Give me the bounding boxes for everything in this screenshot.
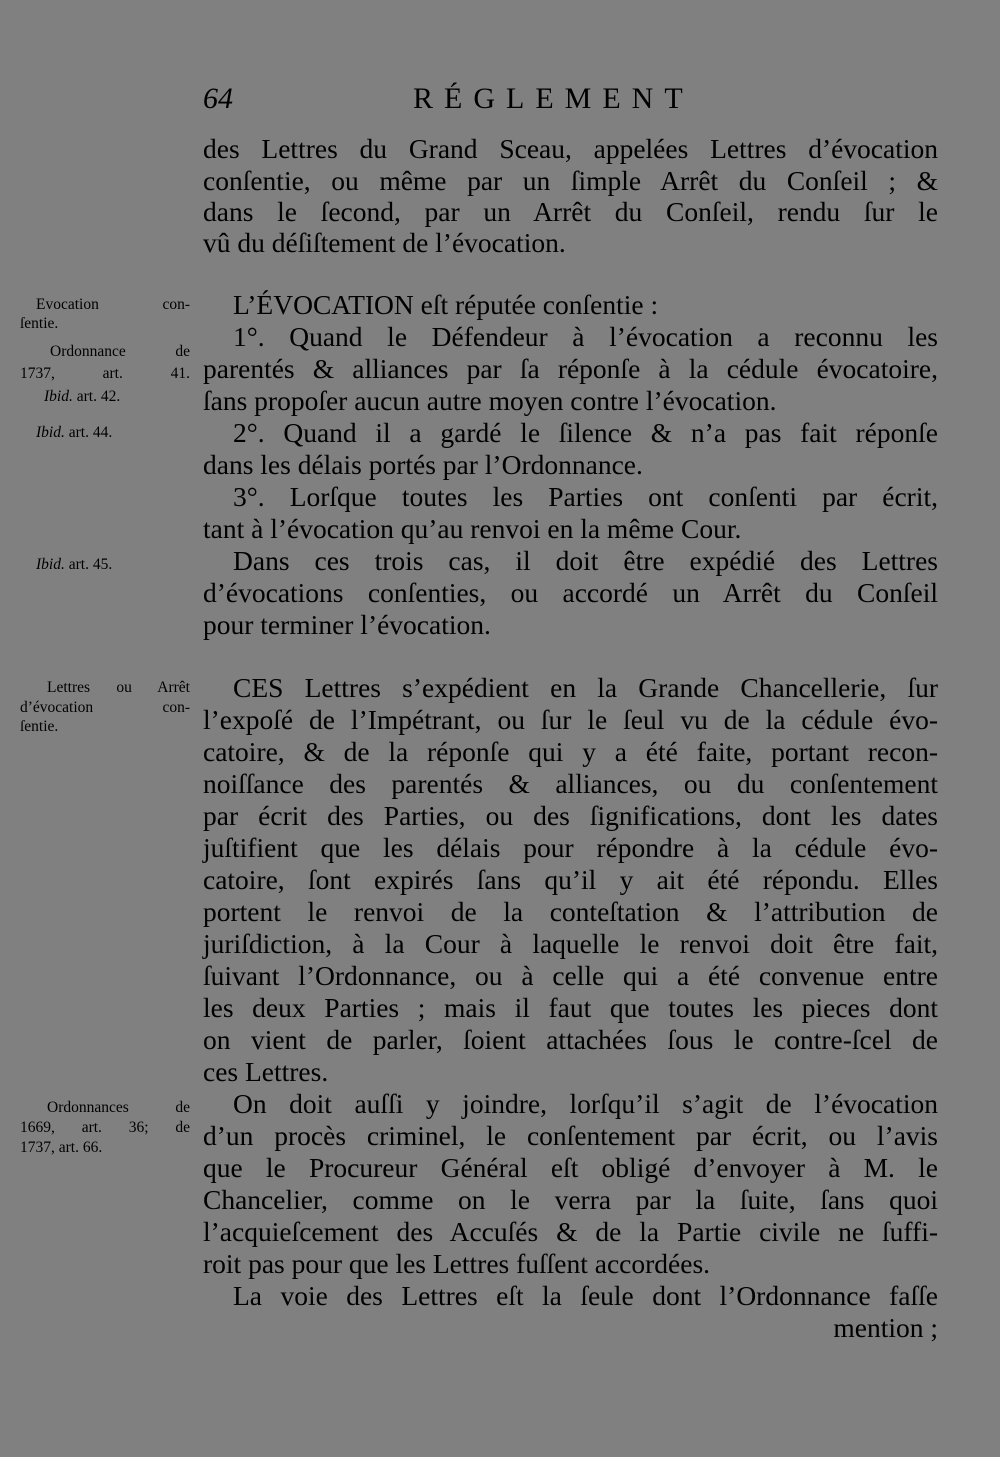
text-line: ſans propoſer aucun autre moyen contre l’évocation. <box>203 385 777 416</box>
text-line: dans le ſecond, par un Arrêt du Conſeil, rendu ſur le <box>203 196 938 227</box>
text-line: dans les délais portés par l’Ordonnance. <box>203 449 643 480</box>
text-line: noiſſance des parentés & alliances, ou du conſentement <box>203 768 938 799</box>
text-line: catoire, ſont expirés ſans qu’il y ait été répondu. Elles <box>203 864 938 895</box>
margin-note <box>36 424 176 441</box>
text-line: Chancelier, comme on le verra par la ſuite, ſans quoi <box>203 1184 938 1215</box>
text-line: l’expoſé de l’Impétrant, ou ſur le ſeul vu de la cédule évo- <box>203 704 938 735</box>
text-line: les deux Parties ; mais il faut que toutes les pieces dont <box>203 992 938 1023</box>
text-line: tant à l’évocation qu’au renvoi en la même Cour. <box>203 513 742 544</box>
text-line: 3°. Lorſque toutes les Parties ont conſenti par écrit, <box>233 481 938 512</box>
margin-note: ſentie. <box>20 718 59 735</box>
text-line: juſtifient que les délais pour répondre à la cédule évo- <box>203 832 938 863</box>
text-line: des Lettres du Grand Sceau, appelées Lettres d’évocation <box>203 133 938 164</box>
margin-note: Lettres ou Arrêt <box>47 679 190 696</box>
catchword: mention ; <box>833 1312 938 1343</box>
margin-note: ſentie. <box>20 315 59 332</box>
text-line: CES Lettres s’expédient en la Grande Chancellerie, ſur <box>233 672 938 703</box>
running-header <box>203 82 938 118</box>
text-line: on vient de parler, ſoient attachées ſous le contre-ſcel de <box>203 1024 938 1055</box>
margin-note: 1737, art. 41. <box>20 365 190 382</box>
text-line: par écrit des Parties, ou des ſignifications, dont les dates <box>203 800 938 831</box>
text-line: 2°. Quand il a gardé le ſilence & n’a pas fait réponſe <box>233 417 938 448</box>
page-number: 64 <box>203 82 233 115</box>
text-line: portent le renvoi de la conteſtation & l’attribution de <box>203 896 938 927</box>
text-line: juriſdiction, à la Cour à laquelle le renvoi doit être fait, <box>203 928 938 959</box>
text-line: conſentie, ou même par un ſimple Arrêt du Conſeil ; & <box>203 165 938 196</box>
margin-note: Evocation con- <box>36 296 190 313</box>
margin-note <box>44 388 174 405</box>
margin-note <box>36 556 176 573</box>
margin-note: 1737, art. 66. <box>20 1139 103 1156</box>
text-line: d’un procès criminel, le conſentement par écrit, ou l’avis <box>203 1120 938 1151</box>
text-line: On doit auſſi y joindre, lorſqu’il s’agit de l’évocation <box>233 1088 938 1119</box>
text-line: Dans ces trois cas, il doit être expédié des Lettres <box>233 545 938 576</box>
article-ref: art. 42. <box>76 388 121 405</box>
article-ref: art. 44. <box>68 424 113 441</box>
text-line: d’évocations conſenties, ou accordé un Arrêt du Conſeil <box>203 577 938 608</box>
margin-note: Ordonnance de <box>50 343 190 360</box>
text-line: catoire, & de la réponſe qui y a été faite, portant recon- <box>203 736 938 767</box>
running-title: RÉGLEMENT <box>413 82 694 115</box>
text-line: ſuivant l’Ordonnance, ou à celle qui a été convenue entre <box>203 960 938 991</box>
ibid-label: Ibid. <box>36 424 65 441</box>
text-line: ces Lettres. <box>203 1056 329 1087</box>
text-line: que le Procureur Général eſt obligé d’envoyer à M. le <box>203 1152 938 1183</box>
ibid-label: Ibid. <box>44 388 73 405</box>
margin-note: 1669, art. 36; de <box>20 1119 190 1136</box>
article-ref: art. 45. <box>68 556 113 573</box>
text-line: parentés & alliances par ſa réponſe à la cédule évocatoire, <box>203 353 938 384</box>
text-line: l’acquieſcement des Accuſés & de la Partie civile ne ſuffi- <box>203 1216 938 1247</box>
text-line: vû du déſiſtement de l’évocation. <box>203 227 566 258</box>
text-line: L’ÉVOCATION eſt réputée conſentie : <box>233 289 659 320</box>
margin-note: d’évocation con- <box>20 699 190 716</box>
text-line: pour terminer l’évocation. <box>203 609 491 640</box>
ibid-label: Ibid. <box>36 556 65 573</box>
text-line: roit pas pour que les Lettres fuſſent accordées. <box>203 1248 711 1279</box>
margin-note: Ordonnances de <box>47 1099 190 1116</box>
text-line: La voie des Lettres eſt la ſeule dont l’Ordonnance faſſe <box>233 1280 938 1311</box>
text-line: 1°. Quand le Défendeur à l’évocation a reconnu les <box>233 321 938 352</box>
